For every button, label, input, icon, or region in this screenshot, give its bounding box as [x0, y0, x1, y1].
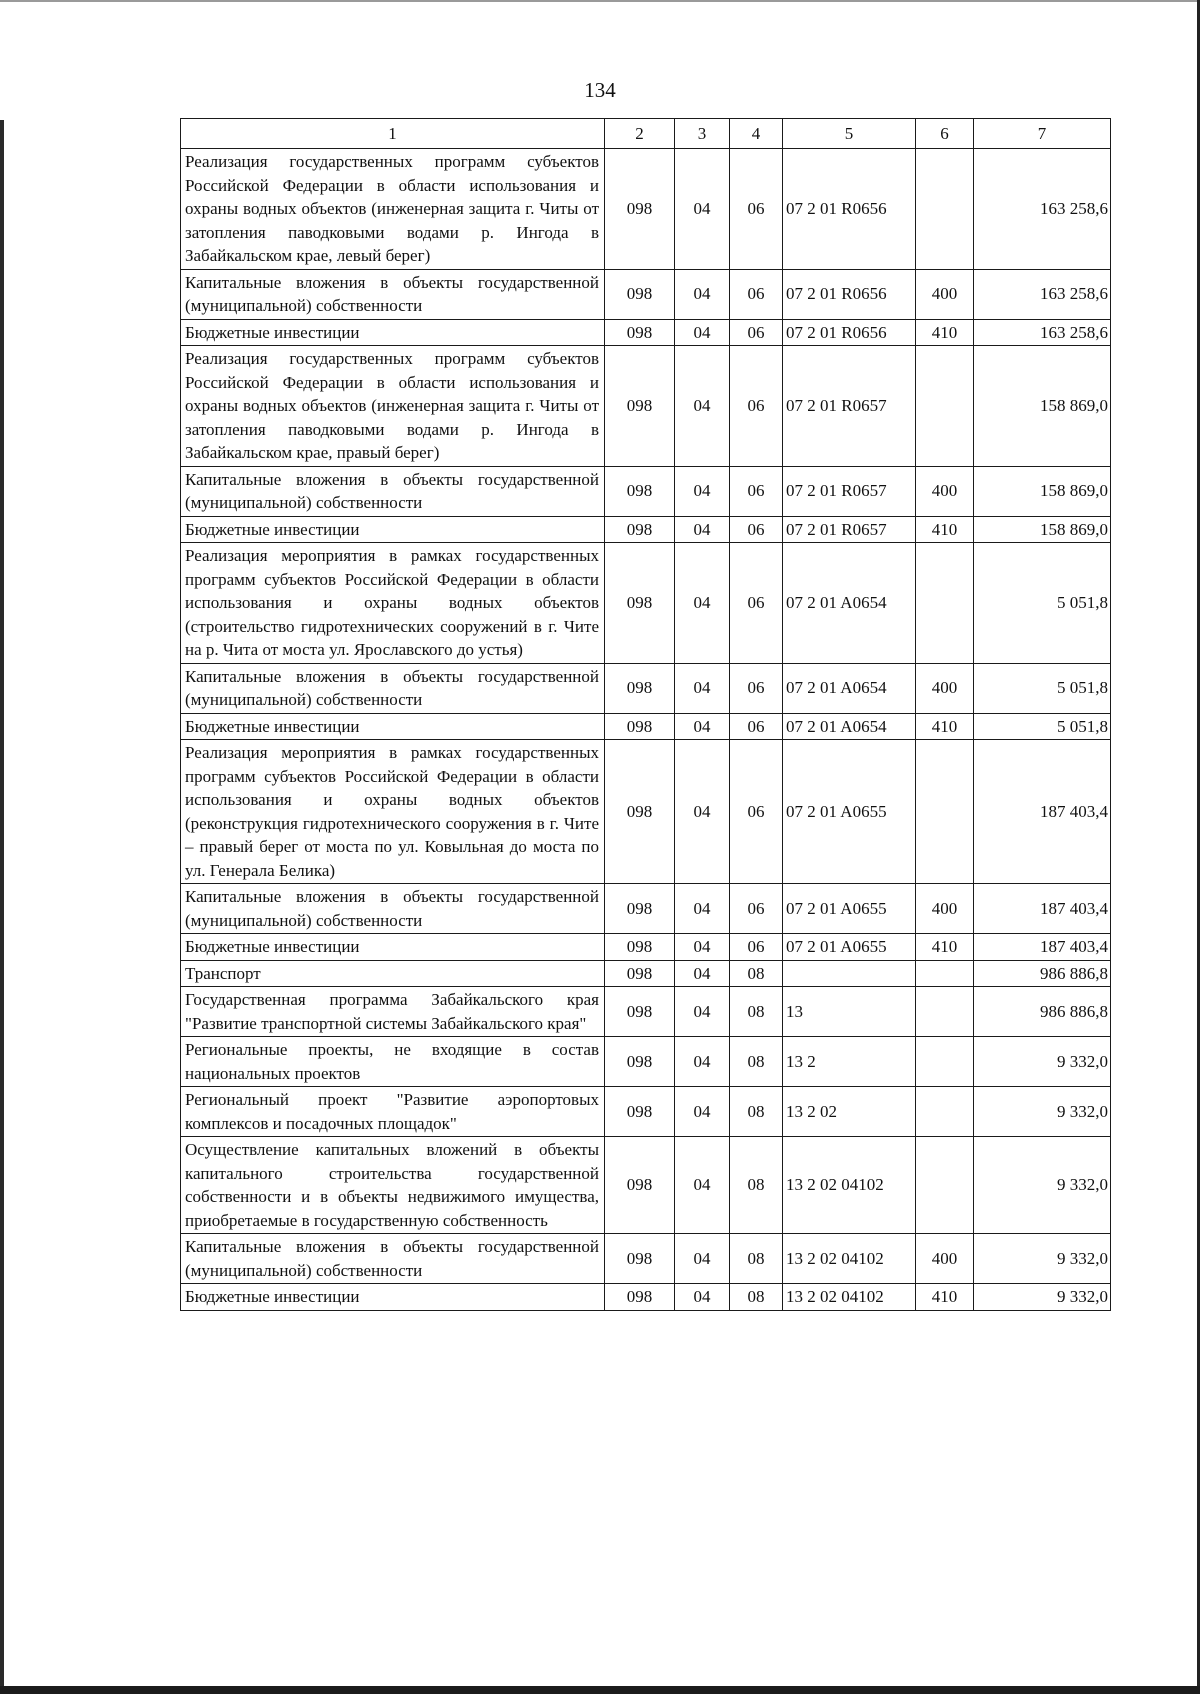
- section-code: 04: [675, 1284, 730, 1311]
- subsection-code: 06: [730, 740, 783, 884]
- expense-type-code: 400: [916, 466, 974, 516]
- target-article-code: 07 2 01 A0655: [783, 934, 916, 961]
- row-label: Региональные проекты, не входящие в состав национальных проектов: [181, 1037, 605, 1087]
- section-code: 04: [675, 884, 730, 934]
- expense-type-code: 410: [916, 934, 974, 961]
- subsection-code: 08: [730, 1037, 783, 1087]
- subsection-code: 06: [730, 269, 783, 319]
- target-article-code: 07 2 01 R0656: [783, 149, 916, 270]
- subsection-code: 06: [730, 516, 783, 543]
- table-body: [181, 149, 1111, 1311]
- expense-type-code: [916, 149, 974, 270]
- target-article-code: 13 2 02: [783, 1087, 916, 1137]
- amount: 158 869,0: [974, 346, 1111, 467]
- target-article-code: 07 2 01 R0656: [783, 269, 916, 319]
- table-row: [181, 713, 1111, 740]
- target-article-code: 13 2 02 04102: [783, 1284, 916, 1311]
- expense-type-code: [916, 740, 974, 884]
- amount: 986 886,8: [974, 987, 1111, 1037]
- ministry-code: 098: [605, 149, 675, 270]
- column-header-3: 3: [675, 119, 730, 149]
- subsection-code: 06: [730, 884, 783, 934]
- section-code: 04: [675, 319, 730, 346]
- amount: 986 886,8: [974, 960, 1111, 987]
- ministry-code: 098: [605, 1234, 675, 1284]
- subsection-code: 08: [730, 1087, 783, 1137]
- column-header-7: 7: [974, 119, 1111, 149]
- ministry-code: 098: [605, 466, 675, 516]
- table-row: [181, 516, 1111, 543]
- amount: 9 332,0: [974, 1087, 1111, 1137]
- amount: 5 051,8: [974, 663, 1111, 713]
- ministry-code: 098: [605, 346, 675, 467]
- amount: 158 869,0: [974, 516, 1111, 543]
- scan-edge-top: [0, 0, 1200, 2]
- row-label: Реализация мероприятия в рамках государственных программ субъектов Российской Федерации в области использования и охраны водных объектов (строительство гидротехнических сооружений в г. Чите на р. Чита от моста ул. Ярославского до устья): [181, 543, 605, 664]
- section-code: 04: [675, 516, 730, 543]
- subsection-code: 08: [730, 1284, 783, 1311]
- ministry-code: 098: [605, 987, 675, 1037]
- row-label: Государственная программа Забайкальского края "Развитие транспортной системы Забайкальского края": [181, 987, 605, 1037]
- row-label: Осуществление капитальных вложений в объекты капитального строительства государственной собственности и в объекты недвижимого имущества, приобретаемые в государственную собственность: [181, 1137, 605, 1234]
- target-article-code: 07 2 01 A0654: [783, 543, 916, 664]
- target-article-code: 07 2 01 R0656: [783, 319, 916, 346]
- amount: 187 403,4: [974, 884, 1111, 934]
- section-code: 04: [675, 740, 730, 884]
- scan-edge-left: [0, 120, 4, 1694]
- expense-type-code: [916, 1137, 974, 1234]
- subsection-code: 08: [730, 987, 783, 1037]
- row-label: Бюджетные инвестиции: [181, 516, 605, 543]
- amount: 187 403,4: [974, 740, 1111, 884]
- table-row: [181, 543, 1111, 664]
- target-article-code: 13 2 02 04102: [783, 1234, 916, 1284]
- target-article-code: 07 2 01 R0657: [783, 516, 916, 543]
- table-row: [181, 319, 1111, 346]
- section-code: 04: [675, 1234, 730, 1284]
- section-code: 04: [675, 1137, 730, 1234]
- table-row: [181, 149, 1111, 270]
- table-row: [181, 1284, 1111, 1311]
- section-code: 04: [675, 663, 730, 713]
- ministry-code: 098: [605, 740, 675, 884]
- target-article-code: 07 2 01 A0654: [783, 663, 916, 713]
- subsection-code: 08: [730, 960, 783, 987]
- section-code: 04: [675, 269, 730, 319]
- amount: 5 051,8: [974, 713, 1111, 740]
- column-header-6: 6: [916, 119, 974, 149]
- row-label: Капитальные вложения в объекты государственной (муниципальной) собственности: [181, 884, 605, 934]
- page-number: 134: [584, 78, 616, 102]
- expense-type-code: 410: [916, 319, 974, 346]
- section-code: 04: [675, 1087, 730, 1137]
- amount: 9 332,0: [974, 1234, 1111, 1284]
- subsection-code: 08: [730, 1234, 783, 1284]
- target-article-code: 07 2 01 R0657: [783, 466, 916, 516]
- ministry-code: 098: [605, 663, 675, 713]
- section-code: 04: [675, 543, 730, 664]
- table-row: [181, 346, 1111, 467]
- ministry-code: 098: [605, 319, 675, 346]
- row-label: Реализация государственных программ субъектов Российской Федерации в области использования и охраны водных объектов (инженерная защита г. Читы от затопления паводковыми водами р. Ингода в Забайкальском крае, левый берег): [181, 149, 605, 270]
- table-row: [181, 466, 1111, 516]
- section-code: 04: [675, 713, 730, 740]
- amount: 158 869,0: [974, 466, 1111, 516]
- expense-type-code: 400: [916, 884, 974, 934]
- budget-table: [180, 118, 1111, 1311]
- ministry-code: 098: [605, 960, 675, 987]
- amount: 9 332,0: [974, 1284, 1111, 1311]
- expense-type-code: [916, 543, 974, 664]
- row-label: Региональный проект "Развитие аэропортовых комплексов и посадочных площадок": [181, 1087, 605, 1137]
- subsection-code: 06: [730, 319, 783, 346]
- amount: 163 258,6: [974, 149, 1111, 270]
- target-article-code: 07 2 01 A0655: [783, 740, 916, 884]
- ministry-code: 098: [605, 713, 675, 740]
- table-row: [181, 884, 1111, 934]
- target-article-code: 13 2: [783, 1037, 916, 1087]
- column-header-5: 5: [783, 119, 916, 149]
- table-row: [181, 1234, 1111, 1284]
- table-row: [181, 934, 1111, 961]
- section-code: 04: [675, 1037, 730, 1087]
- subsection-code: 06: [730, 713, 783, 740]
- expense-type-code: 400: [916, 663, 974, 713]
- ministry-code: 098: [605, 1137, 675, 1234]
- expense-type-code: 410: [916, 1284, 974, 1311]
- section-code: 04: [675, 934, 730, 961]
- expense-type-code: [916, 1087, 974, 1137]
- ministry-code: 098: [605, 1037, 675, 1087]
- target-article-code: 07 2 01 R0657: [783, 346, 916, 467]
- expense-type-code: [916, 960, 974, 987]
- row-label: Капитальные вложения в объекты государственной (муниципальной) собственности: [181, 1234, 605, 1284]
- expense-type-code: [916, 987, 974, 1037]
- target-article-code: 07 2 01 A0655: [783, 884, 916, 934]
- table-row: [181, 987, 1111, 1037]
- row-label: Бюджетные инвестиции: [181, 1284, 605, 1311]
- row-label: Транспорт: [181, 960, 605, 987]
- column-header-4: 4: [730, 119, 783, 149]
- subsection-code: 06: [730, 543, 783, 664]
- row-label: Капитальные вложения в объекты государственной (муниципальной) собственности: [181, 663, 605, 713]
- row-label: Капитальные вложения в объекты государственной (муниципальной) собственности: [181, 269, 605, 319]
- row-label: Реализация государственных программ субъектов Российской Федерации в области использования и охраны водных объектов (инженерная защита г. Читы от затопления паводковыми водами р. Ингода в Забайкальском крае, правый берег): [181, 346, 605, 467]
- subsection-code: 06: [730, 149, 783, 270]
- ministry-code: 098: [605, 884, 675, 934]
- column-header-1: 1: [181, 119, 605, 149]
- row-label: Бюджетные инвестиции: [181, 713, 605, 740]
- table-row: [181, 1037, 1111, 1087]
- column-header-2: 2: [605, 119, 675, 149]
- table-row: [181, 960, 1111, 987]
- amount: 163 258,6: [974, 319, 1111, 346]
- subsection-code: 06: [730, 466, 783, 516]
- row-label: Бюджетные инвестиции: [181, 934, 605, 961]
- row-label: Капитальные вложения в объекты государственной (муниципальной) собственности: [181, 466, 605, 516]
- expense-type-code: [916, 1037, 974, 1087]
- expense-type-code: [916, 346, 974, 467]
- subsection-code: 06: [730, 663, 783, 713]
- row-label: Бюджетные инвестиции: [181, 319, 605, 346]
- expense-type-code: 400: [916, 269, 974, 319]
- row-label: Реализация мероприятия в рамках государственных программ субъектов Российской Федерации в области использования и охраны водных объектов (реконструкция гидротехнического сооружения в г. Чите – правый берег от моста по ул. Ковыльная до моста по ул. Генерала Белика): [181, 740, 605, 884]
- amount: 9 332,0: [974, 1037, 1111, 1087]
- target-article-code: 07 2 01 A0654: [783, 713, 916, 740]
- expense-type-code: 400: [916, 1234, 974, 1284]
- ministry-code: 098: [605, 516, 675, 543]
- table-row: [181, 1087, 1111, 1137]
- ministry-code: 098: [605, 1087, 675, 1137]
- table-row: [181, 269, 1111, 319]
- ministry-code: 098: [605, 934, 675, 961]
- section-code: 04: [675, 149, 730, 270]
- amount: 187 403,4: [974, 934, 1111, 961]
- table-row: [181, 1137, 1111, 1234]
- section-code: 04: [675, 466, 730, 516]
- ministry-code: 098: [605, 269, 675, 319]
- subsection-code: 06: [730, 934, 783, 961]
- amount: 9 332,0: [974, 1137, 1111, 1234]
- section-code: 04: [675, 960, 730, 987]
- target-article-code: [783, 960, 916, 987]
- ministry-code: 098: [605, 543, 675, 664]
- header-row: [181, 119, 1111, 149]
- subsection-code: 08: [730, 1137, 783, 1234]
- ministry-code: 098: [605, 1284, 675, 1311]
- amount: 5 051,8: [974, 543, 1111, 664]
- target-article-code: 13 2 02 04102: [783, 1137, 916, 1234]
- table-row: [181, 663, 1111, 713]
- section-code: 04: [675, 987, 730, 1037]
- table-header: [181, 119, 1111, 149]
- subsection-code: 06: [730, 346, 783, 467]
- section-code: 04: [675, 346, 730, 467]
- target-article-code: 13: [783, 987, 916, 1037]
- amount: 163 258,6: [974, 269, 1111, 319]
- expense-type-code: 410: [916, 516, 974, 543]
- scan-edge-bottom: [0, 1686, 1200, 1694]
- table-row: [181, 740, 1111, 884]
- expense-type-code: 410: [916, 713, 974, 740]
